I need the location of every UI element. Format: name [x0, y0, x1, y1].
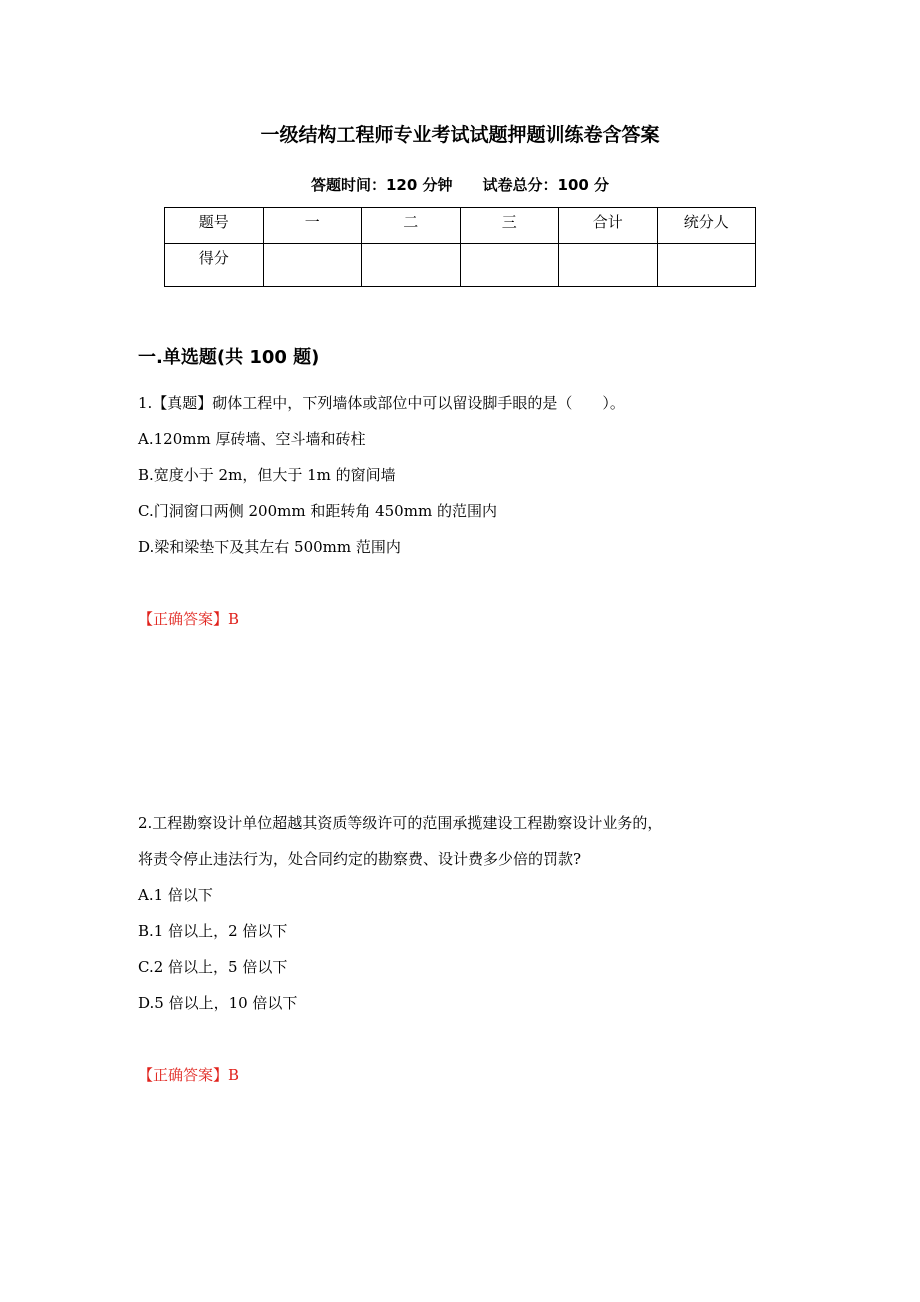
- score-cell: [263, 244, 362, 287]
- question-stem: 1.【真题】砌体工程中，下列墙体或部位中可以留设脚手眼的是（ ）。: [138, 394, 625, 412]
- question-option: A.120mm 厚砖墙、空斗墙和砖柱: [138, 430, 366, 448]
- score-table-score-row: [165, 244, 756, 287]
- score-header-cell: 题号: [165, 208, 264, 244]
- question-option: B.宽度小于 2m，但大于 1m 的窗间墙: [138, 466, 396, 484]
- question-option: C.门洞窗口两侧 200mm 和距转角 450mm 的范围内: [138, 502, 497, 520]
- question-stem: 2.工程勘察设计单位超越其资质等级许可的范围承揽建设工程勘察设计业务的，: [138, 814, 663, 832]
- question-option: B.1 倍以上，2 倍以下: [138, 922, 288, 940]
- score-header-cell: 合计: [559, 208, 658, 244]
- score-table: [164, 207, 756, 287]
- question-option: C.2 倍以上，5 倍以下: [138, 958, 288, 976]
- exam-title: 一级结构工程师专业考试试题押题训练卷含答案: [260, 124, 660, 146]
- score-cell: [657, 244, 756, 287]
- score-header-cell: 三: [460, 208, 559, 244]
- correct-answer: 【正确答案】B: [138, 610, 240, 628]
- exam-total-score: 试卷总分：100 分: [482, 176, 610, 194]
- exam-meta: [0, 172, 920, 198]
- question-option: A.1 倍以下: [138, 886, 213, 904]
- score-table-header-row: [165, 208, 756, 244]
- score-header-cell: 二: [362, 208, 461, 244]
- score-cell: [460, 244, 559, 287]
- score-cell: [559, 244, 658, 287]
- question-option: D.5 倍以上，10 倍以下: [138, 994, 298, 1012]
- question-option: D.梁和梁垫下及其左右 500mm 范围内: [138, 538, 401, 556]
- section-title: 一.单选题(共 100 题): [138, 347, 320, 368]
- question-stem-continued: 将责令停止违法行为，处合同约定的勘察费、设计费多少倍的罚款?: [138, 850, 582, 868]
- exam-time: 答题时间：120 分钟: [310, 176, 453, 194]
- score-row-label: 得分: [165, 244, 264, 287]
- score-header-cell: 一: [263, 208, 362, 244]
- score-cell: [362, 244, 461, 287]
- score-header-cell: 统分人: [657, 208, 756, 244]
- correct-answer: 【正确答案】B: [138, 1066, 240, 1084]
